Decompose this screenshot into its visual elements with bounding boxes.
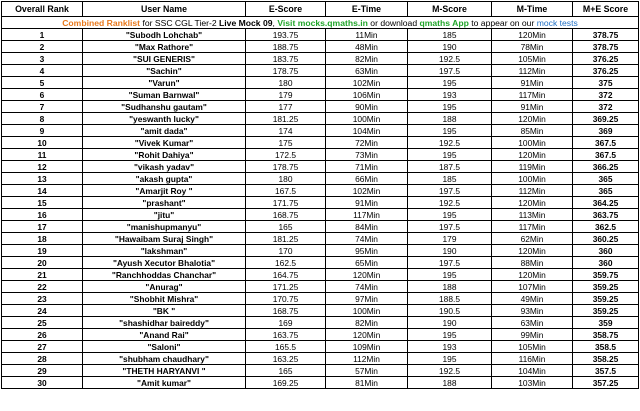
cell-e-time: 74Min xyxy=(326,233,408,245)
cell-e-time: 109Min xyxy=(326,341,408,353)
banner-separator: , xyxy=(272,17,278,28)
header-m-time: M-Time xyxy=(492,2,573,17)
cell-total-score: 359.25 xyxy=(573,281,639,293)
table-row xyxy=(2,353,639,365)
cell-m-time: 88Min xyxy=(492,257,573,269)
table-row xyxy=(2,125,639,137)
cell-e-score: 172.5 xyxy=(246,149,326,161)
cell-e-time: 84Min xyxy=(326,221,408,233)
cell-m-time: 100Min xyxy=(492,173,573,185)
cell-rank: 26 xyxy=(2,329,83,341)
cell-m-score: 195 xyxy=(408,353,492,365)
cell-rank: 30 xyxy=(2,377,83,389)
banner-mock-tests-link[interactable]: mock tests xyxy=(536,17,578,28)
cell-e-time: 120Min xyxy=(326,269,408,281)
cell-rank: 4 xyxy=(2,65,83,77)
cell-m-time: 99Min xyxy=(492,329,573,341)
cell-e-score: 178.75 xyxy=(246,161,326,173)
cell-m-score: 195 xyxy=(408,269,492,281)
cell-rank: 29 xyxy=(2,365,83,377)
cell-rank: 27 xyxy=(2,341,83,353)
cell-m-score: 185 xyxy=(408,29,492,41)
cell-e-score: 167.5 xyxy=(246,185,326,197)
cell-m-score: 192.5 xyxy=(408,137,492,149)
cell-user-name: "Vivek Kumar" xyxy=(83,137,246,149)
cell-rank: 23 xyxy=(2,293,83,305)
banner-combined-ranklist: Combined Ranklist xyxy=(62,17,141,28)
cell-rank: 19 xyxy=(2,245,83,257)
cell-m-time: 107Min xyxy=(492,281,573,293)
cell-m-time: 119Min xyxy=(492,161,573,173)
cell-total-score: 360 xyxy=(573,245,639,257)
cell-m-time: 62Min xyxy=(492,233,573,245)
cell-user-name: "yeswanth lucky" xyxy=(83,113,246,125)
cell-rank: 14 xyxy=(2,185,83,197)
table-row xyxy=(2,341,639,353)
cell-total-score: 358.5 xyxy=(573,341,639,353)
table-row xyxy=(2,257,639,269)
cell-m-score: 193 xyxy=(408,89,492,101)
cell-m-score: 185 xyxy=(408,173,492,185)
cell-m-time: 117Min xyxy=(492,89,573,101)
cell-e-score: 174 xyxy=(246,125,326,137)
table-row xyxy=(2,113,639,125)
cell-e-score: 165 xyxy=(246,221,326,233)
cell-e-score: 168.75 xyxy=(246,305,326,317)
cell-rank: 15 xyxy=(2,197,83,209)
cell-m-score: 193 xyxy=(408,341,492,353)
cell-user-name: "Shobhit Mishra" xyxy=(83,293,246,305)
cell-e-time: 73Min xyxy=(326,149,408,161)
cell-m-score: 192.5 xyxy=(408,197,492,209)
cell-rank: 10 xyxy=(2,137,83,149)
cell-e-time: 100Min xyxy=(326,305,408,317)
cell-m-time: 103Min xyxy=(492,377,573,389)
cell-user-name: "Subodh Lohchab" xyxy=(83,29,246,41)
cell-user-name: "lakshman" xyxy=(83,245,246,257)
cell-rank: 7 xyxy=(2,101,83,113)
cell-rank: 18 xyxy=(2,233,83,245)
cell-rank: 11 xyxy=(2,149,83,161)
cell-e-time: 91Min xyxy=(326,197,408,209)
cell-m-time: 85Min xyxy=(492,125,573,137)
cell-total-score: 367.5 xyxy=(573,137,639,149)
table-row xyxy=(2,365,639,377)
cell-e-score: 170 xyxy=(246,245,326,257)
cell-e-time: 74Min xyxy=(326,281,408,293)
cell-e-score: 179 xyxy=(246,89,326,101)
table-row xyxy=(2,293,639,305)
cell-user-name: "Hawaibam Suraj Singh" xyxy=(83,233,246,245)
cell-rank: 9 xyxy=(2,125,83,137)
cell-m-time: 78Min xyxy=(492,41,573,53)
header-total-score: M+E Score xyxy=(573,2,639,17)
banner-app-name[interactable]: qmaths App xyxy=(419,17,469,28)
cell-m-score: 179 xyxy=(408,233,492,245)
cell-e-score: 180 xyxy=(246,77,326,89)
cell-m-score: 190 xyxy=(408,245,492,257)
table-row xyxy=(2,149,639,161)
cell-total-score: 357.5 xyxy=(573,365,639,377)
cell-e-score: 169 xyxy=(246,317,326,329)
cell-m-score: 195 xyxy=(408,209,492,221)
cell-m-time: 120Min xyxy=(492,197,573,209)
cell-user-name: "Sachin" xyxy=(83,65,246,77)
cell-rank: 22 xyxy=(2,281,83,293)
table-row xyxy=(2,233,639,245)
cell-m-score: 197.5 xyxy=(408,185,492,197)
header-e-score: E-Score xyxy=(246,2,326,17)
ranklist-table xyxy=(1,1,639,389)
cell-rank: 16 xyxy=(2,209,83,221)
cell-e-score: 180 xyxy=(246,173,326,185)
cell-user-name: "shubham chaudhary" xyxy=(83,353,246,365)
cell-m-score: 190.5 xyxy=(408,305,492,317)
cell-e-time: 90Min xyxy=(326,101,408,113)
cell-e-time: 117Min xyxy=(326,209,408,221)
cell-e-time: 81Min xyxy=(326,377,408,389)
cell-rank: 17 xyxy=(2,221,83,233)
table-row xyxy=(2,317,639,329)
table-row xyxy=(2,29,639,41)
cell-m-score: 195 xyxy=(408,329,492,341)
banner-visit-link[interactable]: Visit mocks.qmaths.in xyxy=(277,17,368,28)
table-row xyxy=(2,377,639,389)
cell-total-score: 360.25 xyxy=(573,233,639,245)
cell-user-name: "Amarjit Roy " xyxy=(83,185,246,197)
header-row xyxy=(2,2,639,17)
cell-total-score: 360 xyxy=(573,257,639,269)
cell-user-name: "prashant" xyxy=(83,197,246,209)
cell-user-name: "shashidhar baireddy" xyxy=(83,317,246,329)
cell-total-score: 366.25 xyxy=(573,161,639,173)
cell-e-score: 162.5 xyxy=(246,257,326,269)
cell-total-score: 369 xyxy=(573,125,639,137)
cell-m-time: 105Min xyxy=(492,53,573,65)
cell-total-score: 369.25 xyxy=(573,113,639,125)
cell-total-score: 365 xyxy=(573,173,639,185)
banner-exam-text: for SSC CGL Tier-2 xyxy=(140,17,220,28)
cell-total-score: 359 xyxy=(573,317,639,329)
cell-total-score: 372 xyxy=(573,101,639,113)
table-row xyxy=(2,89,639,101)
cell-rank: 2 xyxy=(2,41,83,53)
cell-e-score: 183.75 xyxy=(246,53,326,65)
cell-m-time: 120Min xyxy=(492,113,573,125)
cell-rank: 28 xyxy=(2,353,83,365)
cell-e-time: 82Min xyxy=(326,53,408,65)
cell-m-score: 195 xyxy=(408,149,492,161)
cell-user-name: "THETH HARYANVI " xyxy=(83,365,246,377)
cell-total-score: 367.5 xyxy=(573,149,639,161)
cell-rank: 25 xyxy=(2,317,83,329)
cell-m-score: 188 xyxy=(408,281,492,293)
cell-m-time: 100Min xyxy=(492,137,573,149)
cell-e-score: 165.5 xyxy=(246,341,326,353)
cell-m-score: 195 xyxy=(408,101,492,113)
cell-e-time: 112Min xyxy=(326,353,408,365)
cell-e-time: 65Min xyxy=(326,257,408,269)
cell-m-time: 91Min xyxy=(492,77,573,89)
cell-m-score: 188.5 xyxy=(408,293,492,305)
table-row xyxy=(2,269,639,281)
cell-total-score: 357.25 xyxy=(573,377,639,389)
cell-rank: 21 xyxy=(2,269,83,281)
cell-user-name: "Saloni" xyxy=(83,341,246,353)
cell-user-name: "Ayush Xecutor Bhalotia" xyxy=(83,257,246,269)
cell-user-name: "akash gupta" xyxy=(83,173,246,185)
table-row xyxy=(2,77,639,89)
cell-total-score: 359.75 xyxy=(573,269,639,281)
table-row xyxy=(2,41,639,53)
cell-e-score: 168.75 xyxy=(246,209,326,221)
cell-total-score: 365 xyxy=(573,185,639,197)
cell-m-score: 197.5 xyxy=(408,65,492,77)
cell-rank: 6 xyxy=(2,89,83,101)
cell-user-name: "vikash yadav" xyxy=(83,161,246,173)
cell-e-score: 181.25 xyxy=(246,233,326,245)
header-e-time: E-Time xyxy=(326,2,408,17)
cell-total-score: 378.75 xyxy=(573,41,639,53)
cell-user-name: "Max Rathore" xyxy=(83,41,246,53)
cell-m-score: 188 xyxy=(408,113,492,125)
cell-user-name: "Varun" xyxy=(83,77,246,89)
table-row xyxy=(2,245,639,257)
cell-e-time: 102Min xyxy=(326,77,408,89)
cell-m-time: 105Min xyxy=(492,341,573,353)
cell-e-time: 97Min xyxy=(326,293,408,305)
cell-m-time: 113Min xyxy=(492,209,573,221)
cell-user-name: "Anurag" xyxy=(83,281,246,293)
cell-m-time: 120Min xyxy=(492,149,573,161)
cell-e-score: 164.75 xyxy=(246,269,326,281)
cell-total-score: 376.25 xyxy=(573,53,639,65)
cell-m-score: 187.5 xyxy=(408,161,492,173)
cell-m-score: 190 xyxy=(408,41,492,53)
table-row xyxy=(2,173,639,185)
cell-e-score: 165 xyxy=(246,365,326,377)
cell-total-score: 358.25 xyxy=(573,353,639,365)
cell-m-score: 192.5 xyxy=(408,53,492,65)
cell-e-time: 120Min xyxy=(326,329,408,341)
header-m-score: M-Score xyxy=(408,2,492,17)
cell-rank: 12 xyxy=(2,161,83,173)
cell-m-time: 120Min xyxy=(492,29,573,41)
cell-e-time: 106Min xyxy=(326,89,408,101)
cell-rank: 5 xyxy=(2,77,83,89)
cell-user-name: "Anand Rai" xyxy=(83,329,246,341)
banner-row xyxy=(2,17,639,29)
table-row xyxy=(2,305,639,317)
table-row xyxy=(2,197,639,209)
cell-e-time: 71Min xyxy=(326,161,408,173)
header-overall-rank: Overall Rank xyxy=(2,2,83,17)
cell-e-score: 171.25 xyxy=(246,281,326,293)
cell-rank: 13 xyxy=(2,173,83,185)
cell-e-time: 95Min xyxy=(326,245,408,257)
cell-rank: 24 xyxy=(2,305,83,317)
table-row xyxy=(2,65,639,77)
cell-m-score: 197.5 xyxy=(408,257,492,269)
cell-total-score: 362.5 xyxy=(573,221,639,233)
cell-e-score: 181.25 xyxy=(246,113,326,125)
table-row xyxy=(2,185,639,197)
cell-e-score: 163.75 xyxy=(246,329,326,341)
table-row xyxy=(2,281,639,293)
cell-e-time: 100Min xyxy=(326,113,408,125)
cell-e-score: 175 xyxy=(246,137,326,149)
cell-total-score: 363.75 xyxy=(573,209,639,221)
cell-e-score: 193.75 xyxy=(246,29,326,41)
cell-total-score: 358.75 xyxy=(573,329,639,341)
table-row xyxy=(2,101,639,113)
cell-e-time: 63Min xyxy=(326,65,408,77)
cell-m-score: 195 xyxy=(408,77,492,89)
cell-total-score: 378.75 xyxy=(573,29,639,41)
cell-m-time: 63Min xyxy=(492,317,573,329)
cell-user-name: "amit dada" xyxy=(83,125,246,137)
cell-m-time: 112Min xyxy=(492,185,573,197)
banner-or-text: or download xyxy=(367,17,420,28)
cell-e-time: 104Min xyxy=(326,125,408,137)
cell-m-score: 188 xyxy=(408,377,492,389)
cell-m-time: 112Min xyxy=(492,65,573,77)
cell-user-name: "Amit kumar" xyxy=(83,377,246,389)
cell-e-score: 178.75 xyxy=(246,65,326,77)
table-row xyxy=(2,137,639,149)
banner-appear-text: to appear on our xyxy=(468,17,537,28)
banner-mock-name: Live Mock 09 xyxy=(219,17,273,28)
cell-e-score: 177 xyxy=(246,101,326,113)
cell-m-time: 116Min xyxy=(492,353,573,365)
ranklist-body xyxy=(2,29,639,389)
cell-total-score: 359.25 xyxy=(573,305,639,317)
cell-total-score: 364.25 xyxy=(573,197,639,209)
cell-user-name: "Sudhanshu gautam" xyxy=(83,101,246,113)
cell-m-time: 93Min xyxy=(492,305,573,317)
cell-e-time: 66Min xyxy=(326,173,408,185)
cell-m-score: 195 xyxy=(408,125,492,137)
cell-total-score: 376.25 xyxy=(573,65,639,77)
cell-m-time: 120Min xyxy=(492,269,573,281)
cell-total-score: 359.25 xyxy=(573,293,639,305)
cell-user-name: "manishupmanyu" xyxy=(83,221,246,233)
cell-user-name: "BK " xyxy=(83,305,246,317)
cell-m-time: 117Min xyxy=(492,221,573,233)
cell-m-score: 190 xyxy=(408,317,492,329)
cell-e-time: 72Min xyxy=(326,137,408,149)
cell-user-name: "SUI GENERIS" xyxy=(83,53,246,65)
table-row xyxy=(2,161,639,173)
cell-e-score: 163.25 xyxy=(246,353,326,365)
cell-m-time: 104Min xyxy=(492,365,573,377)
table-row xyxy=(2,329,639,341)
table-row xyxy=(2,221,639,233)
cell-e-time: 82Min xyxy=(326,317,408,329)
cell-e-score: 188.75 xyxy=(246,41,326,53)
banner-text xyxy=(2,17,639,29)
cell-m-time: 49Min xyxy=(492,293,573,305)
cell-e-score: 170.75 xyxy=(246,293,326,305)
cell-e-time: 48Min xyxy=(326,41,408,53)
cell-rank: 1 xyxy=(2,29,83,41)
cell-e-score: 169.25 xyxy=(246,377,326,389)
cell-e-time: 102Min xyxy=(326,185,408,197)
cell-rank: 8 xyxy=(2,113,83,125)
header-user-name: User Name xyxy=(83,2,246,17)
cell-m-time: 91Min xyxy=(492,101,573,113)
cell-user-name: "jitu" xyxy=(83,209,246,221)
cell-total-score: 375 xyxy=(573,77,639,89)
cell-user-name: "Rohit Dahiya" xyxy=(83,149,246,161)
cell-user-name: "Ranchhoddas Chanchar" xyxy=(83,269,246,281)
cell-total-score: 372 xyxy=(573,89,639,101)
cell-rank: 20 xyxy=(2,257,83,269)
cell-m-score: 192.5 xyxy=(408,365,492,377)
cell-e-score: 171.75 xyxy=(246,197,326,209)
cell-e-time: 57Min xyxy=(326,365,408,377)
cell-rank: 3 xyxy=(2,53,83,65)
table-row xyxy=(2,53,639,65)
cell-m-score: 197.5 xyxy=(408,221,492,233)
cell-m-time: 120Min xyxy=(492,245,573,257)
cell-e-time: 11Min xyxy=(326,29,408,41)
cell-user-name: "Suman Barnwal" xyxy=(83,89,246,101)
table-row xyxy=(2,209,639,221)
